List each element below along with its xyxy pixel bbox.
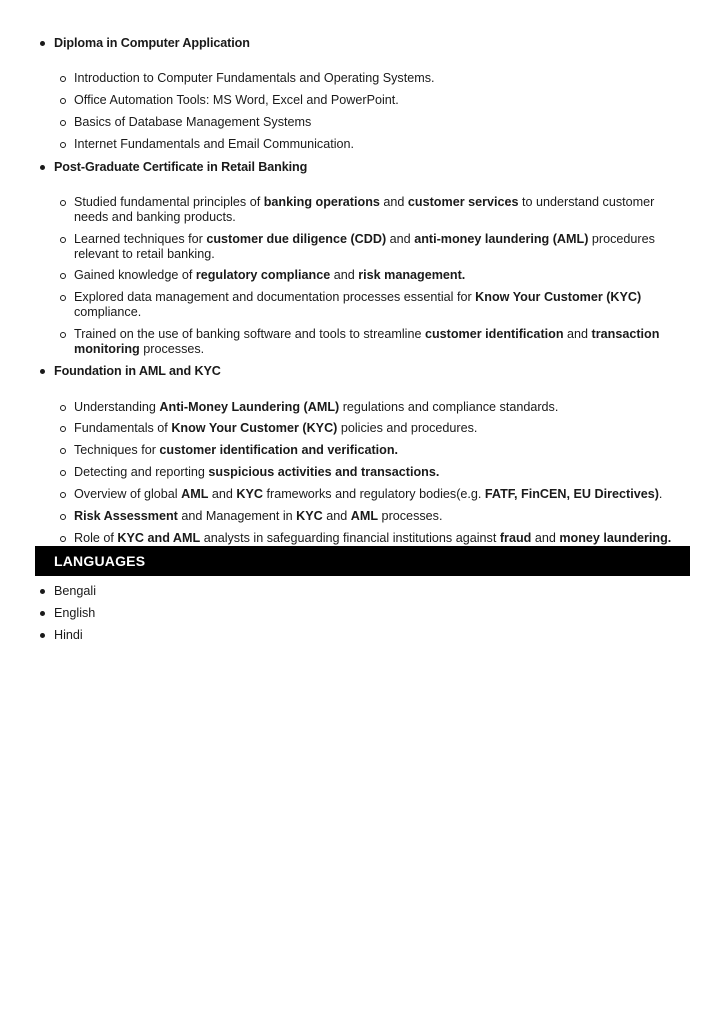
language-name: Hindi: [54, 628, 83, 642]
bold-phrase: KYC: [236, 487, 263, 501]
text-segment: Trained on the use of banking software and tools to streamline: [74, 327, 425, 341]
text-segment: and: [531, 531, 560, 545]
topic-text: [74, 290, 690, 319]
text-segment: and: [330, 268, 359, 282]
circle-bullet-icon: [60, 142, 66, 148]
topic-text: [74, 421, 690, 436]
text-segment: processes.: [139, 341, 205, 356]
circle-bullet-icon: [60, 448, 66, 454]
text-segment: Basics of Database Management Systems: [74, 115, 312, 129]
text-segment: and Management in: [177, 509, 297, 523]
topic-text: [74, 443, 690, 458]
text-segment: Learned techniques for: [74, 232, 207, 246]
text-segment: to understand customer needs and banking products.: [74, 195, 655, 224]
circle-bullet-icon: [60, 536, 66, 542]
section-title: LANGUAGES: [54, 553, 146, 569]
languages-section-header: [35, 546, 690, 576]
bold-phrase: Know Your Customer (KYC): [171, 421, 338, 435]
circle-bullet-icon: [60, 470, 66, 476]
bold-phrase: Risk Assessment: [74, 509, 178, 523]
text-segment: Gained knowledge of: [74, 268, 196, 282]
text-segment: and: [386, 232, 415, 246]
topic-text: [74, 137, 690, 152]
text-segment: Studied fundamental principles of: [74, 195, 264, 209]
text-segment: Understanding: [74, 400, 160, 414]
bold-phrase: customer identification and verification.: [159, 443, 399, 457]
text-segment: and: [208, 487, 237, 501]
bold-phrase: money laundering.: [559, 531, 672, 545]
text-segment: Techniques for: [74, 443, 160, 457]
course-title: Post-Graduate Certificate in Retail Banking: [54, 160, 308, 174]
bullet-icon: [40, 633, 45, 638]
text-segment: Internet Fundamentals and Email Communication.: [74, 137, 355, 151]
text-segment: processes.: [378, 509, 443, 523]
bullet-icon: [40, 369, 45, 374]
bold-phrase: AML: [181, 487, 209, 501]
circle-bullet-icon: [60, 76, 66, 82]
text-segment: analysts in safeguarding financial institutions against: [200, 531, 500, 545]
bold-phrase: FATF, FinCEN, EU Directives): [484, 487, 659, 501]
bold-phrase: customer services: [407, 195, 519, 209]
bold-phrase: regulatory compliance: [195, 268, 331, 282]
topic-text: [74, 465, 690, 480]
topic-text: [74, 268, 690, 283]
topic-text: [74, 487, 690, 502]
text-segment: and: [379, 195, 408, 209]
text-segment: procedures relevant to retail banking.: [74, 232, 655, 261]
text-segment: Role of: [74, 531, 118, 545]
text-segment: policies and procedures.: [337, 421, 478, 435]
bold-phrase: customer due diligence (CDD): [206, 232, 387, 246]
bold-phrase: AML: [350, 509, 379, 523]
text-segment: and: [322, 509, 351, 523]
topic-text: [74, 195, 690, 224]
bold-phrase: risk management.: [358, 268, 466, 282]
bullet-icon: [40, 611, 45, 616]
bold-phrase: transaction monitoring: [74, 327, 660, 356]
topic-text: [74, 232, 690, 261]
circle-bullet-icon: [60, 426, 66, 432]
circle-bullet-icon: [60, 514, 66, 520]
circle-bullet-icon: [60, 98, 66, 104]
text-segment: compliance.: [74, 304, 142, 319]
circle-bullet-icon: [60, 200, 66, 206]
text-segment: Detecting and reporting: [74, 465, 209, 479]
circle-bullet-icon: [60, 332, 66, 338]
circle-bullet-icon: [60, 295, 66, 301]
circle-bullet-icon: [60, 237, 66, 243]
bold-phrase: anti-money laundering (AML): [414, 232, 589, 246]
topic-text: [74, 400, 690, 415]
bold-phrase: Anti-Money Laundering (AML): [159, 400, 340, 414]
circle-bullet-icon: [60, 273, 66, 279]
text-segment: Explored data management and documentation processes essential for: [74, 290, 476, 304]
topic-text: [74, 93, 690, 108]
bullet-icon: [40, 165, 45, 170]
bullet-icon: [40, 41, 45, 46]
bold-phrase: Know Your Customer (KYC): [475, 290, 642, 304]
text-segment: Office Automation Tools: MS Word, Excel and PowerPoint.: [74, 93, 399, 107]
topic-text: [74, 327, 690, 356]
text-segment: Fundamentals of: [74, 421, 172, 435]
course-title: Diploma in Computer Application: [54, 36, 250, 50]
language-name: English: [54, 606, 96, 620]
circle-bullet-icon: [60, 492, 66, 498]
topic-text: [74, 509, 690, 524]
circle-bullet-icon: [60, 405, 66, 411]
bold-phrase: customer identification: [424, 327, 564, 341]
bold-phrase: banking operations: [263, 195, 380, 209]
circle-bullet-icon: [60, 120, 66, 126]
bold-phrase: fraud: [499, 531, 532, 545]
bold-phrase: suspicious activities and transactions.: [208, 465, 440, 479]
text-segment: Introduction to Computer Fundamentals and Operating Systems.: [74, 71, 435, 85]
text-segment: and: [563, 327, 592, 341]
text-segment: .: [658, 487, 663, 501]
language-name: Bengali: [54, 584, 97, 598]
topic-text: [74, 115, 690, 130]
text-segment: frameworks and regulatory bodies(e.g.: [263, 487, 485, 501]
text-segment: regulations and compliance standards.: [339, 400, 559, 414]
topic-text: [74, 71, 690, 86]
bullet-icon: [40, 589, 45, 594]
topic-text: [74, 531, 690, 546]
text-segment: Overview of global: [74, 487, 182, 501]
bold-phrase: KYC: [296, 509, 323, 523]
course-title: Foundation in AML and KYC: [54, 364, 221, 378]
bold-phrase: KYC and AML: [117, 531, 201, 545]
